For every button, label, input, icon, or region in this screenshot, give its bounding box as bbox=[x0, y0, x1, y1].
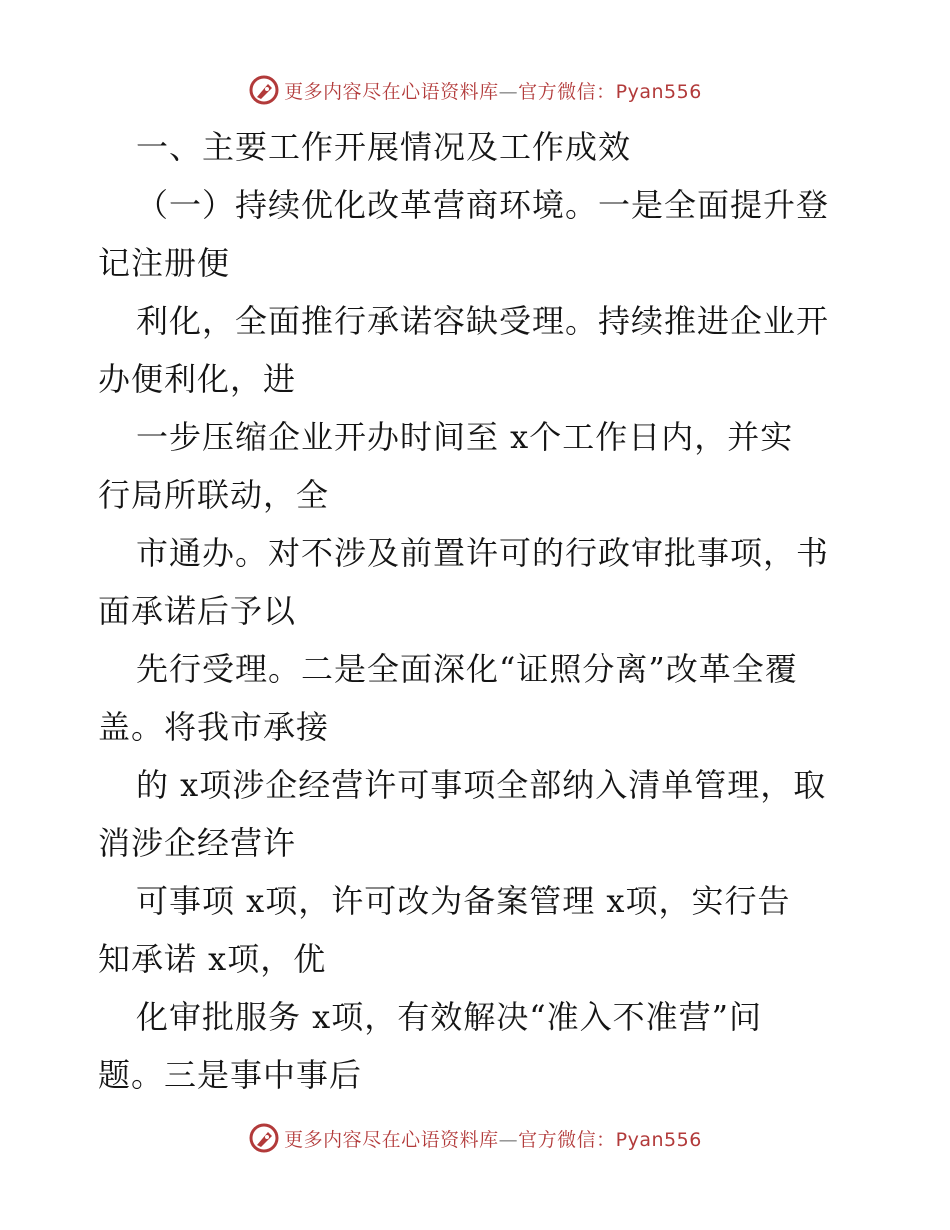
header-banner-separator: — bbox=[498, 80, 519, 103]
paragraph-line: 一步压缩企业开办时间至 x个工作日内，并实 bbox=[136, 418, 794, 456]
document-body bbox=[98, 118, 858, 1104]
paragraph-line: 面承诺后予以 bbox=[98, 592, 297, 630]
paragraph-line: 消涉企经营许 bbox=[98, 824, 297, 862]
paragraph-line: 的 x项涉企经营许可事项全部纳入清单管理，取 bbox=[136, 766, 827, 804]
paragraph-line: （一）持续优化改革营商环境。一是全面提升登 bbox=[136, 186, 830, 224]
paragraph-line: 记注册便 bbox=[98, 244, 231, 282]
paragraph-line: 化审批服务 x项，有效解决“准入不准营”问 bbox=[136, 998, 762, 1036]
paragraph-line: 知承诺 x项，优 bbox=[98, 940, 327, 978]
pen-nib-logo-icon bbox=[248, 1122, 280, 1154]
footer-banner bbox=[0, 1118, 950, 1158]
footer-banner-contact: 官方微信：Pyan556 bbox=[518, 1128, 702, 1151]
header-banner bbox=[0, 70, 950, 110]
paragraph-line: 行局所联动，全 bbox=[98, 476, 330, 514]
header-banner-title: 更多内容尽在心语资料库 bbox=[284, 80, 499, 103]
footer-banner-separator: — bbox=[498, 1128, 519, 1151]
paragraph-line: 盖。将我市承接 bbox=[98, 708, 330, 746]
paragraph-line: 利化，全面推行承诺容缺受理。持续推进企业开 bbox=[136, 302, 830, 340]
paragraph-line: 办便利化，进 bbox=[98, 360, 297, 398]
pen-nib-logo-icon bbox=[248, 74, 280, 106]
header-banner-contact: 官方微信：Pyan556 bbox=[518, 80, 702, 103]
paragraph-line: 题。三是事中事后 bbox=[98, 1056, 363, 1094]
header-banner-text bbox=[284, 77, 702, 104]
paragraph-line: 市通办。对不涉及前置许可的行政审批事项，书 bbox=[136, 534, 830, 572]
paragraph-line: 可事项 x项，许可改为备案管理 x项，实行告 bbox=[136, 882, 791, 920]
paragraph-line: 先行受理。二是全面深化“证照分离”改革全覆 bbox=[136, 650, 798, 688]
footer-banner-text bbox=[284, 1125, 702, 1152]
footer-banner-title: 更多内容尽在心语资料库 bbox=[284, 1128, 499, 1151]
section-heading: 一、主要工作开展情况及工作成效 bbox=[136, 128, 632, 166]
